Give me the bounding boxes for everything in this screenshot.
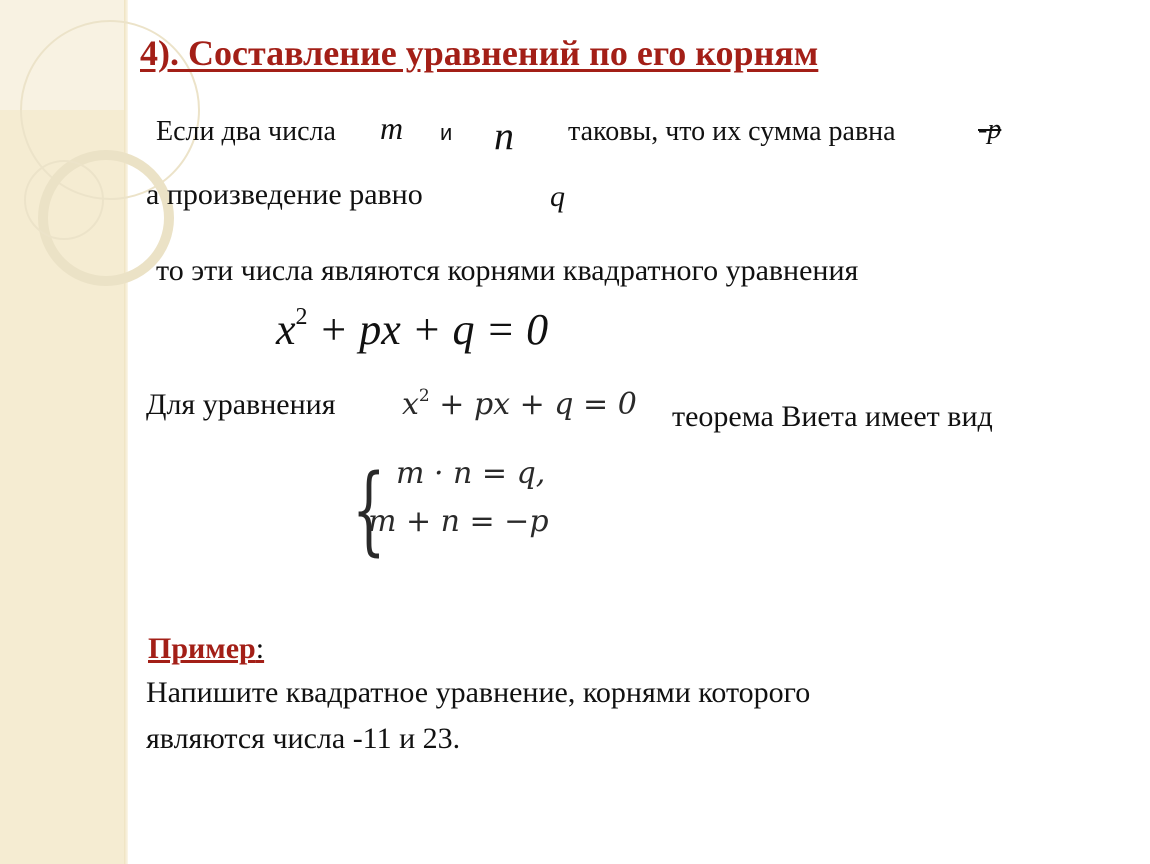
decorative-ring-small — [24, 160, 104, 240]
system-brace: { — [352, 454, 386, 566]
example-label: Пример — [148, 632, 256, 665]
line1-conj: и — [440, 120, 453, 145]
example-text-line2: являются числа -11 и 23. — [146, 722, 461, 755]
line1-suffix: таковы, что их сумма равна — [568, 116, 896, 147]
formula-x: x — [276, 305, 296, 354]
line2-text: а произведение равно — [146, 178, 423, 211]
var-m: m — [380, 110, 404, 146]
line1-prefix: Если два числа — [156, 116, 336, 147]
system-eq1: m · n = q, — [396, 456, 546, 491]
line4-formula-rest: + px + q = 0 — [439, 387, 637, 422]
var-n: n — [494, 113, 514, 158]
line4-formula-exponent: 2 — [418, 386, 430, 406]
main-formula — [276, 304, 548, 355]
var-q: q — [550, 180, 565, 213]
system-eq2: m + n = −p — [368, 504, 549, 539]
line4-formula — [402, 386, 637, 422]
line4-suffix: теорема Виета имеет вид — [672, 400, 993, 433]
formula-rest: + px + q = 0 — [318, 305, 549, 354]
example-heading — [148, 632, 264, 666]
line4-prefix: Для уравнения — [146, 388, 336, 421]
line3-text: то эти числа являются корнями квадратного уравнения — [156, 254, 859, 287]
line4-formula-x: x — [402, 387, 419, 422]
formula-exponent: 2 — [295, 304, 308, 330]
example-colon: : — [255, 632, 265, 665]
var-neg-p: -p — [978, 114, 1002, 145]
slide-title: 4). Составление уравнений по его корням — [140, 33, 819, 73]
example-text-line1: Напишите квадратное уравнение, корнями которого — [146, 676, 811, 709]
